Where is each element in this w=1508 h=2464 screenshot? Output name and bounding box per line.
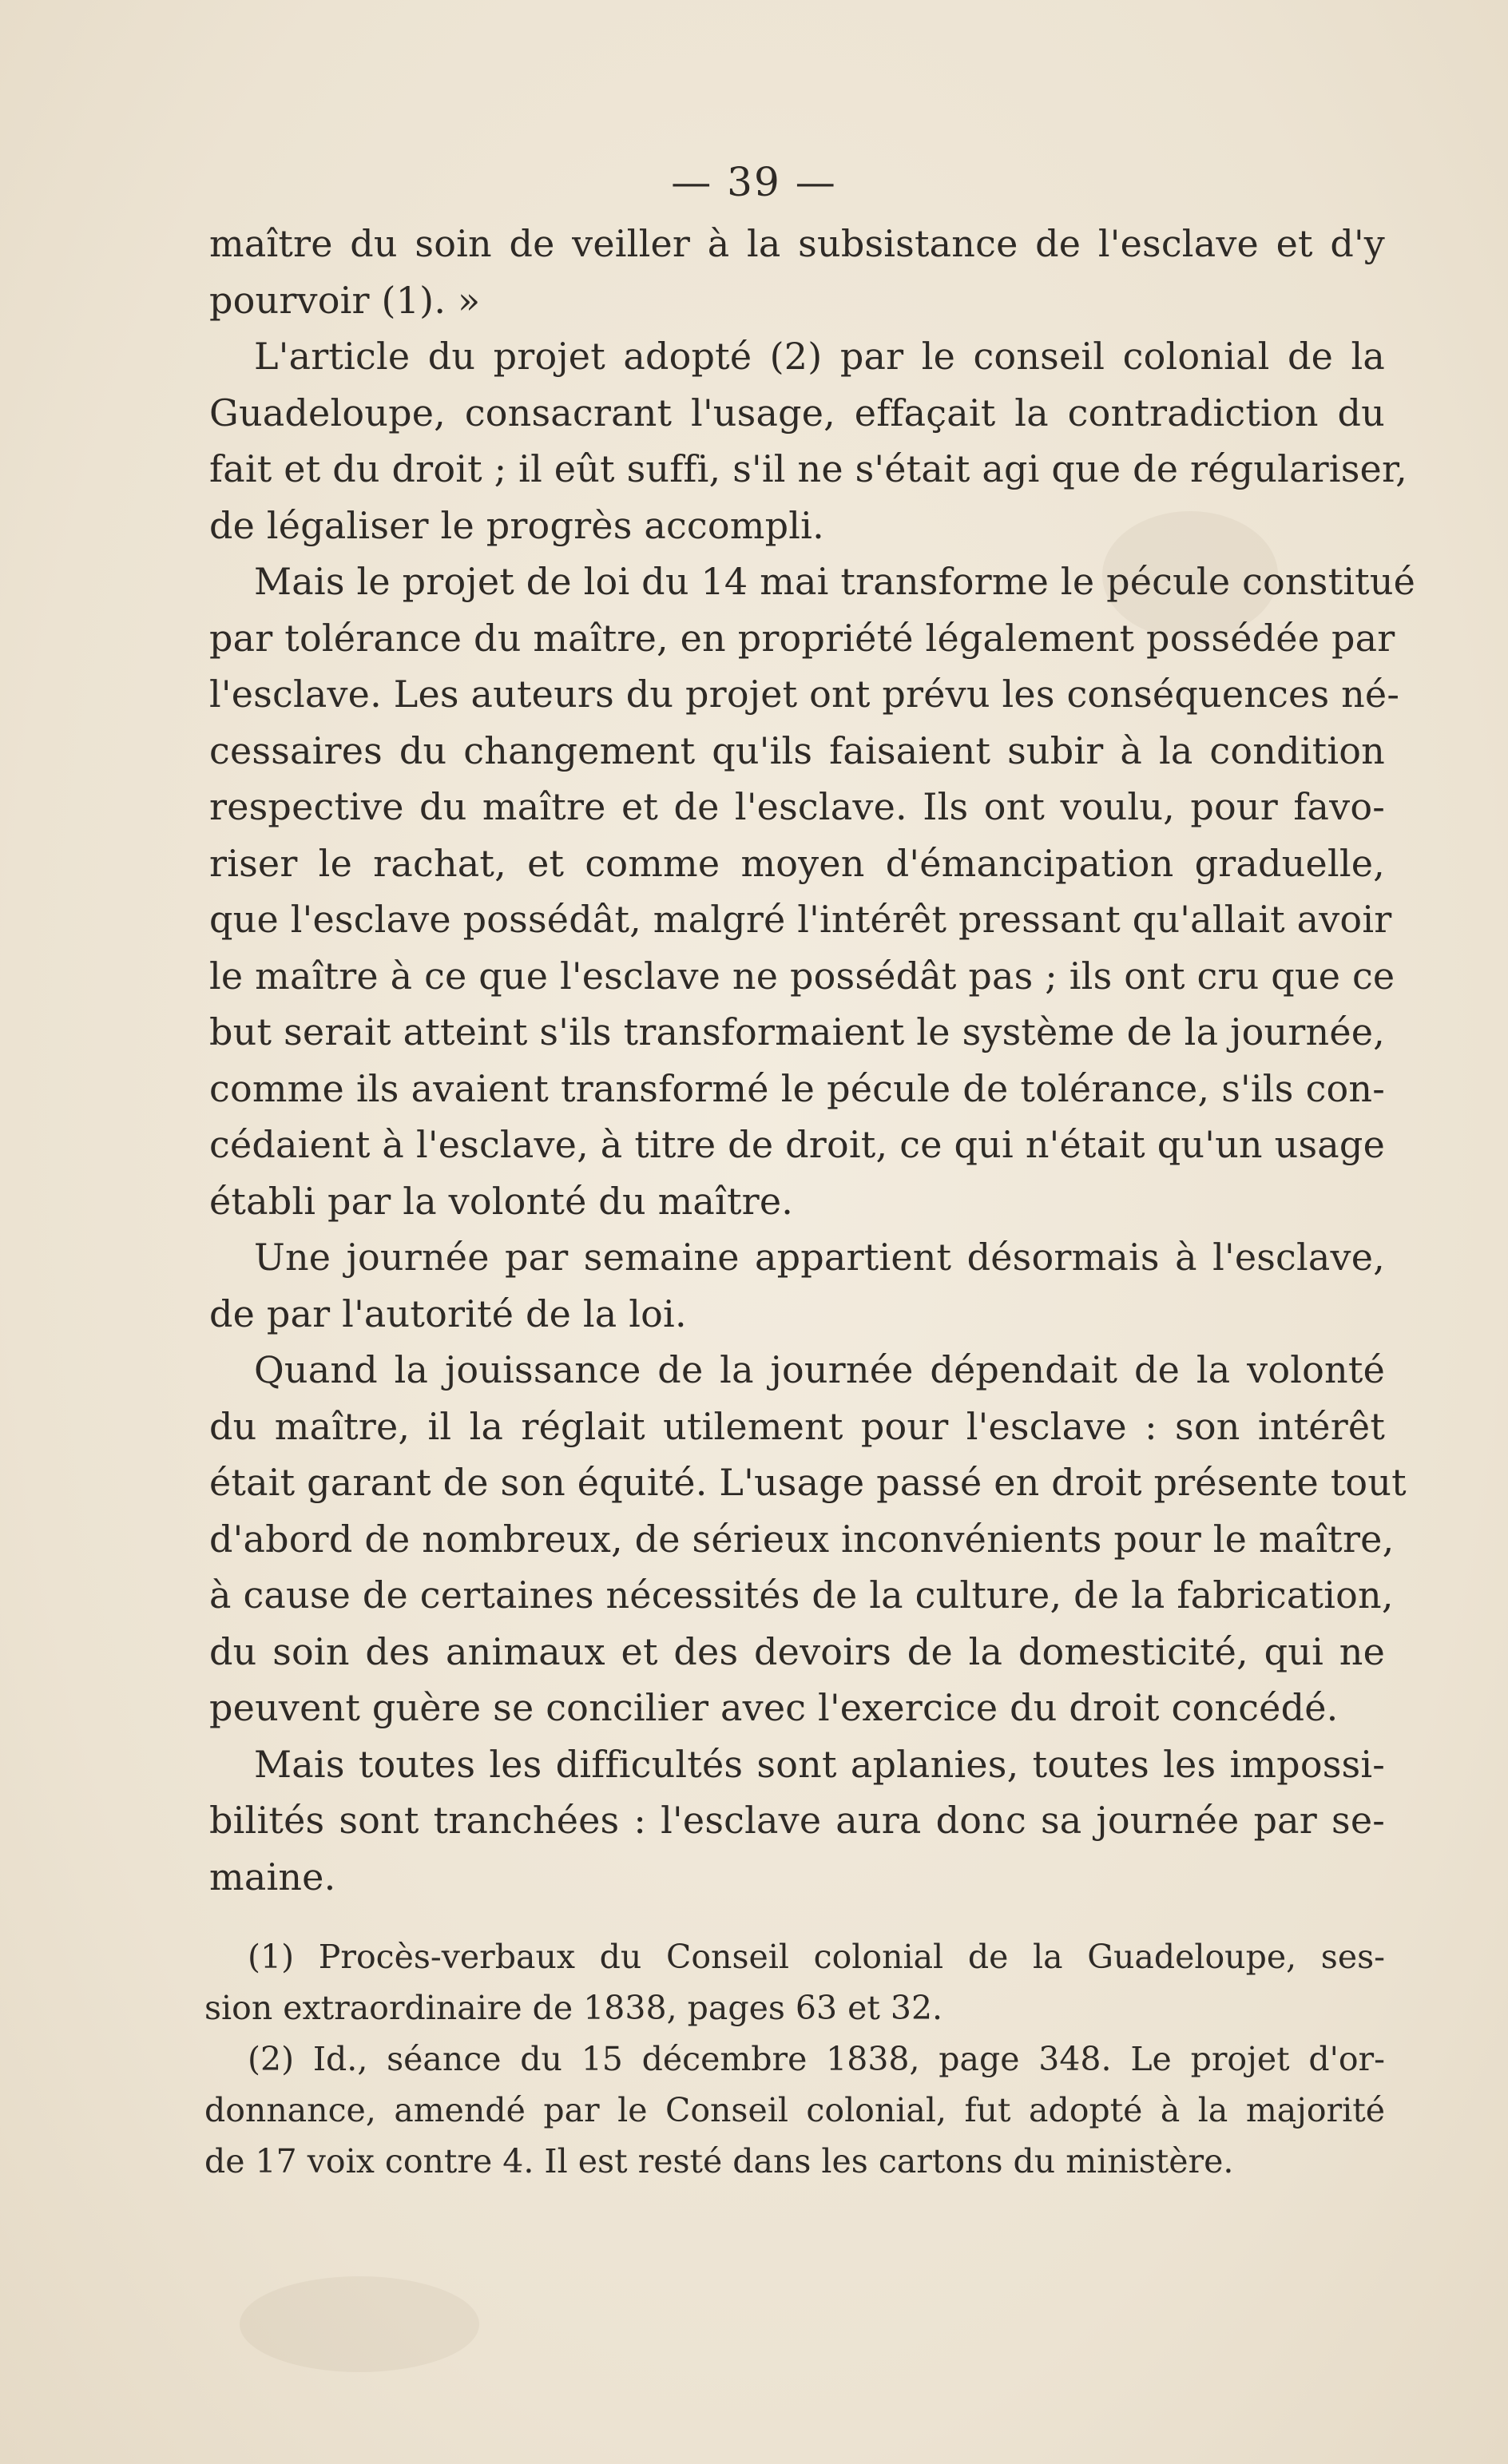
text-line: respective du maître et de l'esclave. Ils ont voulu, pour favo- <box>209 785 1385 828</box>
body-text <box>209 216 1416 1905</box>
text-line: établi par la volonté du maître. <box>209 1179 794 1223</box>
footnote-line: de 17 voix contre 4. Il est resté dans les cartons du ministère. <box>204 2142 1234 2180</box>
footnotes <box>204 1931 1385 2187</box>
text-line: Mais toutes les difficultés sont aplanies, toutes les impossi- <box>254 1742 1385 1786</box>
paper-stain <box>240 2276 479 2372</box>
text-line: l'esclave. Les auteurs du projet ont prévu les conséquences né- <box>209 673 1400 716</box>
text-line: fait et du droit ; il eût suffi, s'il ne s'était agi que de régulariser, <box>209 447 1407 490</box>
text-line: du maître, il la réglait utilement pour l'esclave : son intérêt <box>209 1404 1385 1448</box>
footnote-line: (2) Id., séance du 15 décembre 1838, page 348. Le projet d'or- <box>248 2040 1385 2078</box>
text-line: cessaires du changement qu'ils faisaient subir à la condition <box>209 728 1385 772</box>
text-line: de par l'autorité de la loi. <box>209 1292 687 1335</box>
text-line: à cause de certaines nécessités de la culture, de la fabrication, <box>209 1573 1394 1617</box>
footnote-line: donnance, amendé par le Conseil colonial, fut adopté à la majorité <box>204 2091 1385 2129</box>
text-line: L'article du projet adopté (2) par le conseil colonial de la <box>254 335 1385 378</box>
text-line: but serait atteint s'ils transformaient le système de la journée, <box>209 1010 1385 1053</box>
text-line: cédaient à l'esclave, à titre de droit, ce qui n'était qu'un usage <box>209 1123 1385 1166</box>
text-line: par tolérance du maître, en propriété légalement possédée par <box>209 616 1395 660</box>
text-line: comme ils avaient transformé le pécule de tolérance, s'ils con- <box>209 1066 1385 1110</box>
text-line: Une journée par semaine appartient désormais à l'esclave, <box>254 1236 1385 1279</box>
text-line: Mais le projet de loi du 14 mai transforme le pécule constitué <box>254 560 1416 603</box>
text-line: Quand la jouissance de la journée dépendait de la volonté <box>254 1348 1385 1391</box>
text-line: bilités sont tranchées : l'esclave aura donc sa journée par se- <box>209 1799 1385 1842</box>
text-line: que l'esclave possédât, malgré l'intérêt pressant qu'allait avoir <box>209 898 1392 941</box>
text-line: riser le rachat, et comme moyen d'émancipation graduelle, <box>209 841 1385 885</box>
text-line: du soin des animaux et des devoirs de la domesticité, qui ne <box>209 1629 1385 1673</box>
text-line: était garant de son équité. L'usage passé en droit présente tout <box>209 1461 1407 1504</box>
text-line: peuvent guère se concilier avec l'exercice du droit concédé. <box>209 1686 1339 1729</box>
text-line: Guadeloupe, consacrant l'usage, effaçait la contradiction du <box>209 391 1385 434</box>
text-line: d'abord de nombreux, de sérieux inconvénients pour le maître, <box>209 1517 1395 1561</box>
page-number: — 39 — <box>671 159 837 205</box>
text-line: de légaliser le progrès accompli. <box>209 503 824 547</box>
text-line: maine. <box>209 1855 336 1899</box>
text-line: maître du soin de veiller à la subsistance de l'esclave et d'y <box>209 222 1385 265</box>
text-line: le maître à ce que l'esclave ne possédât pas ; ils ont cru que ce <box>209 954 1395 998</box>
footnote-line: sion extraordinaire de 1838, pages 63 et 32. <box>204 1989 943 2027</box>
footnote-line: (1) Procès-verbaux du Conseil colonial de la Guadeloupe, ses- <box>248 1938 1385 1976</box>
text-line: pourvoir (1). » <box>209 278 481 322</box>
